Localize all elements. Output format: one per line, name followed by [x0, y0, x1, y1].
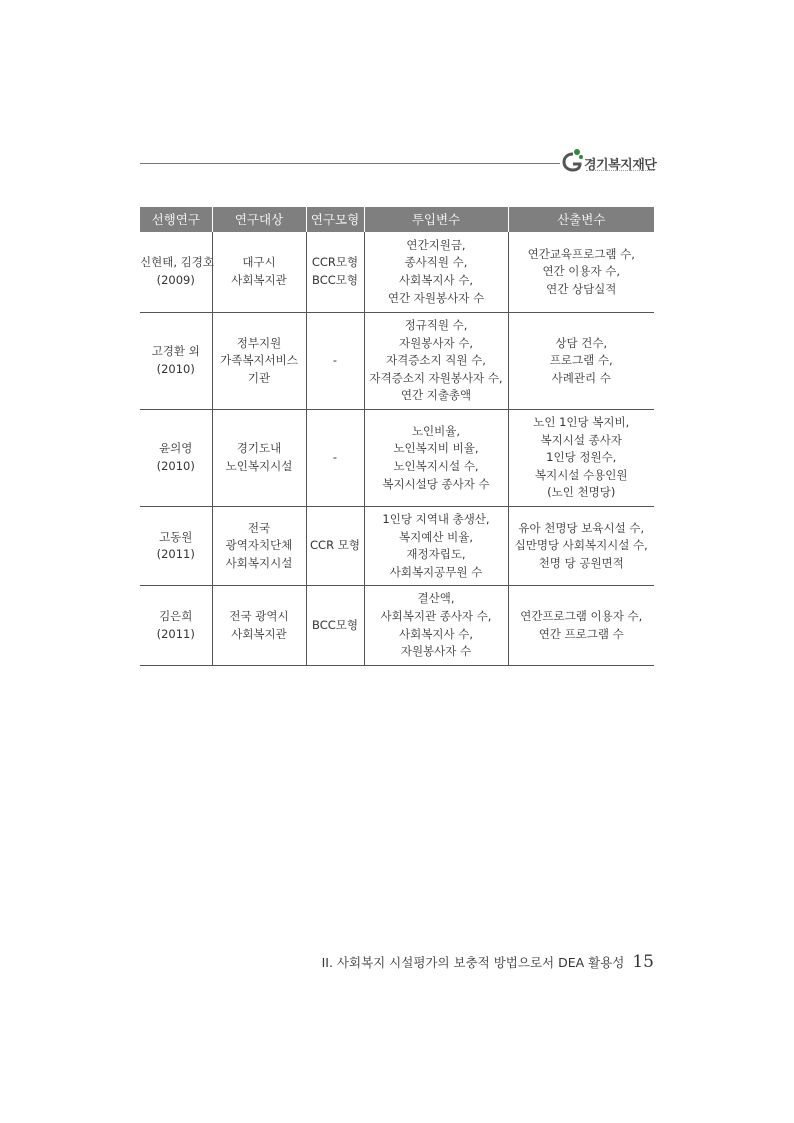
table-row — [140, 586, 654, 665]
input-line: 재정자립도, — [406, 547, 466, 562]
prior-studies-table — [140, 207, 654, 666]
column-header-study: 선행연구 — [140, 207, 212, 232]
output-line: 상담 건수, — [555, 335, 608, 350]
subject-cell — [212, 507, 306, 586]
model-cell — [306, 507, 364, 586]
header-rule — [140, 163, 560, 164]
subject-line: 사회복지관 — [231, 626, 287, 641]
outputs-cell — [508, 410, 654, 507]
model-cell — [306, 410, 364, 507]
output-line: 유아 천명당 보육시설 수, — [518, 520, 645, 535]
study-cell — [140, 586, 212, 665]
model-line: - — [332, 353, 338, 368]
chapter-title: II. 사회복지 시설평가의 보충적 방법으로서 DEA 활용성 — [321, 955, 625, 970]
inputs-cell — [364, 586, 508, 665]
model-line: CCR 모형 — [310, 538, 360, 553]
output-line: 연간교육프로그램 수, — [527, 246, 635, 261]
study-line: (2011) — [156, 626, 195, 641]
input-line: 자격증소지 직원 수, — [386, 353, 486, 368]
column-header-inputs: 투입변수 — [364, 207, 508, 232]
subject-line: 기관 — [247, 370, 271, 385]
logo-subtitle-line — [586, 170, 654, 173]
subject-line: 전국 — [247, 520, 271, 535]
input-line: 연간 자원봉사자 수 — [387, 290, 485, 305]
model-cell — [306, 313, 364, 410]
table-header-row — [140, 207, 654, 232]
page-footer — [322, 952, 654, 976]
study-line: (2009) — [156, 273, 195, 287]
study-line: 고경환 외 — [151, 344, 200, 359]
table-row — [140, 232, 654, 313]
study-line: (2010) — [156, 362, 195, 376]
input-line: 사회복지관 종사자 수, — [380, 608, 492, 623]
input-line: 노인복지비 비율, — [393, 441, 479, 456]
study-line: 신현태, 김경호 — [140, 255, 214, 270]
study-line: (2011) — [156, 547, 195, 562]
output-line: 연간프로그램 이용자 수, — [520, 608, 643, 623]
subject-cell — [212, 586, 306, 665]
subject-line: 전국 광역시 — [229, 608, 289, 623]
study-line: 고동원 — [159, 529, 193, 544]
input-line: 자원봉사자 수, — [399, 335, 473, 350]
subject-line: 광역자치단체 — [225, 538, 293, 553]
study-cell — [140, 313, 212, 410]
output-line: 프로그램 수, — [549, 353, 613, 368]
input-line: 복지시설당 종사자 수 — [382, 476, 490, 491]
study-line: (2010) — [156, 459, 195, 473]
subject-cell — [212, 313, 306, 410]
outputs-cell — [508, 313, 654, 410]
foundation-logo — [562, 148, 662, 178]
output-line: 천명 당 공원면적 — [538, 555, 624, 570]
table-row — [140, 313, 654, 410]
subject-line: 사회복지관 — [231, 273, 287, 287]
output-line: 연간 프로그램 수 — [538, 626, 624, 641]
column-header-model: 연구모형 — [306, 207, 364, 232]
input-line: 사회복지사 수, — [399, 273, 473, 287]
table-row — [140, 507, 654, 586]
table-row — [140, 410, 654, 507]
input-line: 결산액, — [417, 591, 455, 606]
model-line: - — [332, 450, 338, 465]
study-line: 윤의영 — [159, 441, 193, 456]
logo-mark-icon — [562, 148, 584, 174]
input-line: 연간지원금, — [406, 237, 466, 252]
inputs-cell — [364, 507, 508, 586]
input-line: 정규직원 수, — [404, 318, 468, 333]
output-line: 십만명당 사회복지시설 수, — [514, 538, 648, 553]
output-line: 1인당 정원수, — [546, 450, 617, 465]
input-line: 사회복지공무원 수 — [389, 564, 483, 579]
inputs-cell — [364, 410, 508, 507]
subject-line: 가족복지서비스 — [220, 353, 298, 368]
input-line: 종사직원 수, — [404, 255, 468, 270]
column-header-outputs: 산출변수 — [508, 207, 654, 232]
input-line: 노인비율, — [411, 423, 461, 438]
subject-line: 대구시 — [242, 255, 276, 270]
study-cell — [140, 507, 212, 586]
page-number: 15 — [632, 952, 654, 972]
subject-line: 경기도내 — [236, 441, 282, 456]
outputs-cell — [508, 507, 654, 586]
input-line: 자원봉사자 수 — [400, 644, 472, 659]
input-line: 연간 지출총액 — [400, 388, 472, 403]
study-line: 김은희 — [159, 608, 193, 623]
outputs-cell — [508, 586, 654, 665]
subject-line: 노인복지시설 — [225, 459, 293, 473]
column-header-subject: 연구대상 — [212, 207, 306, 232]
logo-text: 경기복지재단 — [584, 158, 657, 173]
input-line: 노인복지시설 수, — [393, 459, 479, 473]
output-line: 노인 1인당 복지비, — [533, 415, 630, 430]
model-line: BCC모형 — [312, 617, 358, 632]
inputs-cell — [364, 313, 508, 410]
subject-line: 사회복지시설 — [225, 555, 293, 570]
subject-cell — [212, 232, 306, 313]
output-line: 연간 상담실적 — [546, 281, 617, 296]
input-line: 자격증소지 자원봉사자 수, — [369, 370, 503, 385]
output-line: 연간 이용자 수, — [542, 264, 621, 279]
inputs-cell — [364, 232, 508, 313]
model-line: CCR모형 — [311, 255, 359, 270]
input-line: 복지예산 비율, — [399, 529, 473, 544]
output-line: (노인 천명당) — [547, 485, 616, 500]
subject-line: 정부지원 — [236, 335, 282, 350]
output-line: 복지시설 수용인원 — [534, 467, 628, 482]
model-line: BCC모형 — [312, 273, 358, 287]
input-line: 사회복지사 수, — [399, 626, 473, 641]
study-cell — [140, 410, 212, 507]
input-line: 1인당 지역내 총생산, — [382, 512, 490, 526]
subject-cell — [212, 410, 306, 507]
outputs-cell — [508, 232, 654, 313]
model-cell — [306, 232, 364, 313]
study-cell — [140, 232, 212, 313]
model-cell — [306, 586, 364, 665]
output-line: 복지시설 종사자 — [540, 432, 622, 447]
output-line: 사례관리 수 — [551, 370, 611, 385]
